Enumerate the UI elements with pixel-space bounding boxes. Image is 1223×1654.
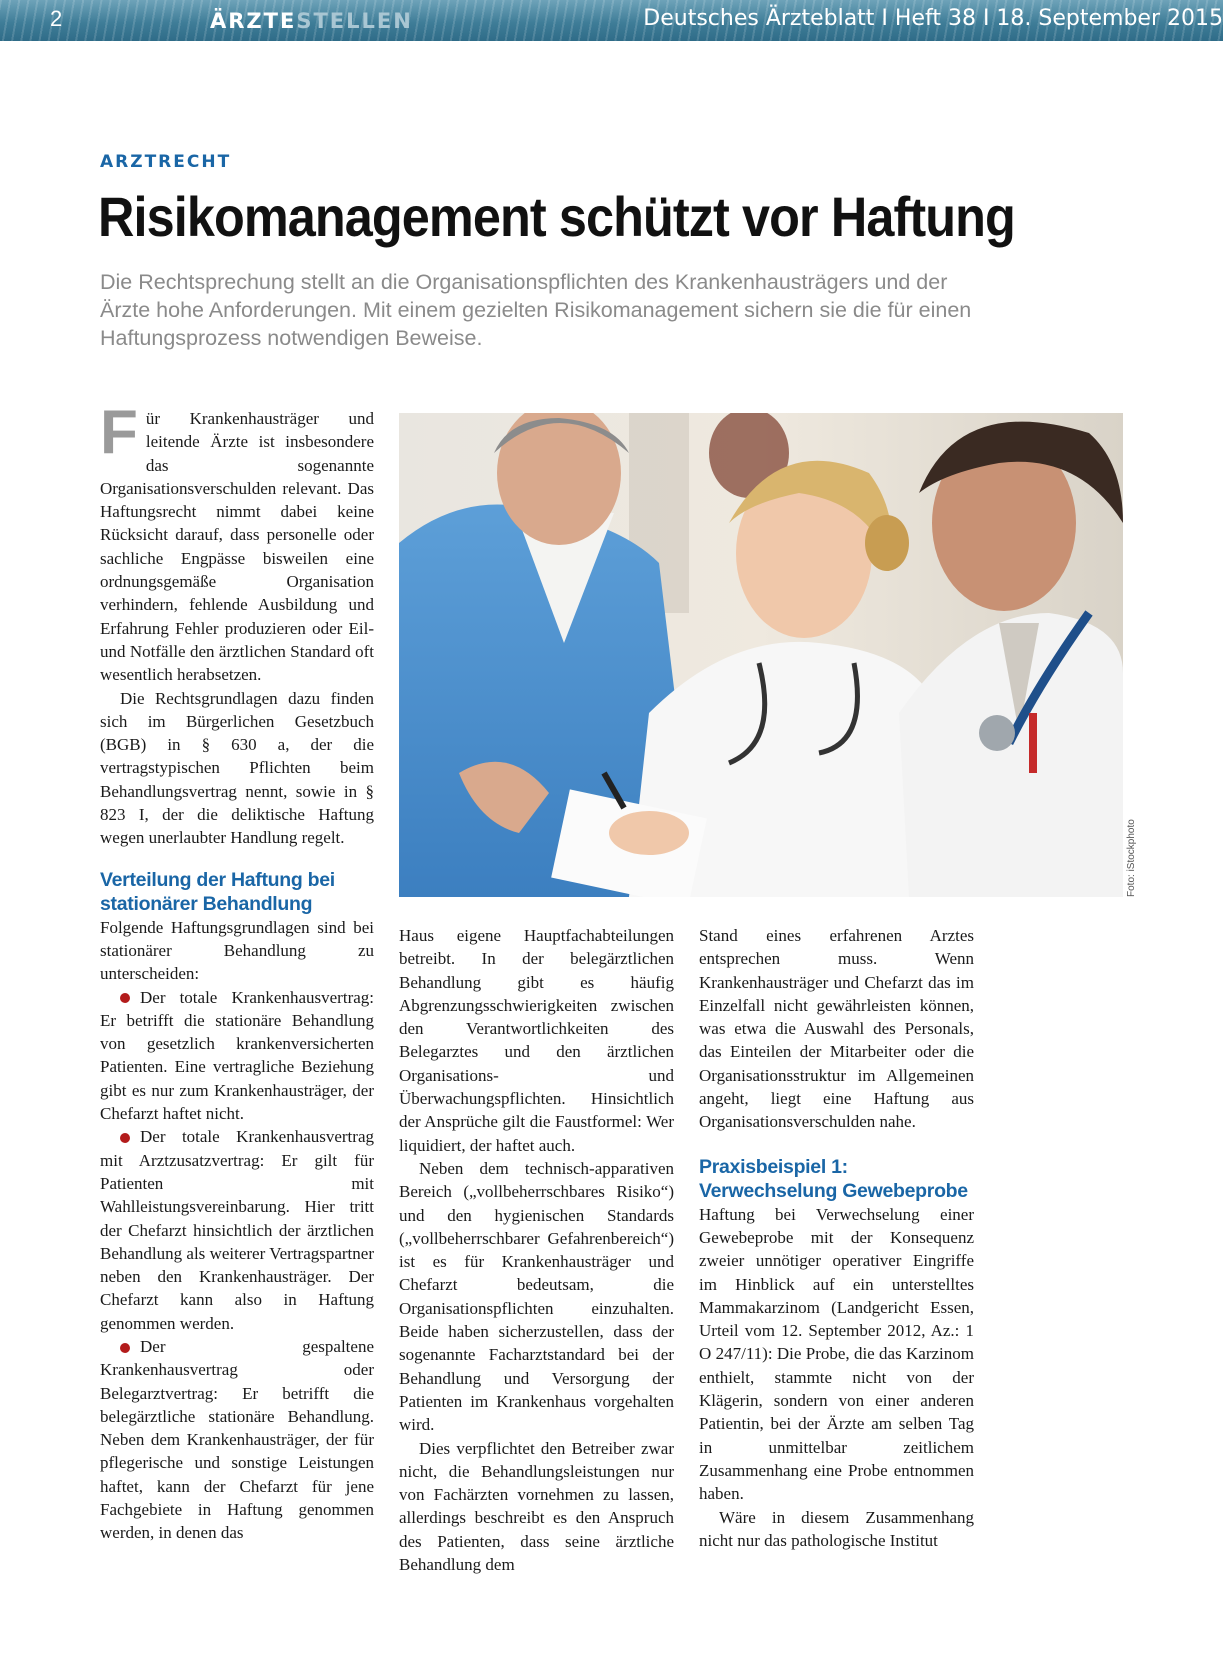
doctors-illustration bbox=[399, 413, 1123, 897]
drop-cap: F bbox=[100, 398, 138, 467]
section-rubric bbox=[210, 9, 413, 33]
article-title: Risikomanagement schützt vor Haftung bbox=[98, 185, 1015, 248]
paragraph: Wäre in diesem Zusammenhang nicht nur das pathologische Institut bbox=[699, 1507, 974, 1550]
paragraph: Stand eines erfahrenen Arztes entsprechen muss. Wenn Krankenhausträger und Chefarzt das im Einzelfall nicht gewährleisten können, was etwa die Auswahl des Personals, das Einteilen der Mitarbeiter oder die Organisationsstruktur im Allgemeinen angeht, liegt eine Haftung aus Organisationsverschulden nahe. bbox=[699, 926, 974, 1132]
column-2 bbox=[399, 924, 674, 1576]
bullet-icon bbox=[120, 1133, 130, 1143]
article-photo-doctors bbox=[399, 413, 1123, 897]
subheading-haftung: Verteilung der Haftung bei stationärer Behandlung bbox=[100, 868, 335, 915]
column-1 bbox=[100, 398, 374, 1545]
paragraph-1 bbox=[100, 398, 374, 687]
list-item-text: Der gespaltene Krankenhausvertrag oder Belegarztvertrag: Er betrifft die belegärztliche stationäre Behandlung. Neben dem Krankenhausträger, der für pflegerische und sonstige Leistungen haftet, kann der Chefarzt für jene Fachgebiete in Haftung genommen werden, in denen das bbox=[100, 1336, 374, 1543]
paragraph: Haftung bei Verwechselung einer Gewebeprobe mit der Konsequenz zweier unnötiger operativer Eingriffe im Hinblick auf ein unterstelltes Mammakarzinom (Landgericht Essen, Urteil vom 12. September 2012, Az.: 1 O 247/11): Die Probe, die das Karzinom enthielt, stammte nicht von der Klägerin, sondern von einer anderen Patientin, bei der Ärzte am selben Tag in unmittelbar zeitlichem Zusammenhang eine Probe entnommen haben. bbox=[699, 1204, 974, 1504]
bullet-icon bbox=[120, 1343, 130, 1353]
list-item bbox=[100, 1125, 374, 1335]
paragraph-3: Folgende Haftungsgrundlagen sind bei stationärer Behandlung zu unterscheiden: bbox=[100, 917, 374, 984]
subheading-praxisbeispiel: Praxisbeispiel 1: Verwechselung Gewebeprobe bbox=[699, 1155, 968, 1202]
list-item-text: Der totale Krankenhausvertrag mit Arztzusatzvertrag: Er gilt für Patienten mit Wahlleistungsvereinbarung. Hier tritt der Chefarzt hinsichtlich der ärztlichen Behandlung als weiterer Vertragspartner neben den Krankenhausträger. Der Chefarzt kann also in Haftung genommen werden. bbox=[100, 1127, 374, 1333]
list-item-text: Der totale Krankenhausvertrag: Er betrifft die stationäre Behandlung von gesetzlich krankenversicherten Patienten. Eine vertragliche Beziehung gibt es nur zum Krankenhausträger, der Chefarzt haftet nicht. bbox=[100, 987, 374, 1124]
rubric-part-2: STELLEN bbox=[296, 9, 413, 33]
paragraph-1-text: ür Krankenhausträger und leitende Ärzte ist insbesondere das sogenannte Organisationsverschulden relevant. Das Haftungsrecht nimmt dabei keine Rücksicht darauf, dass personelle oder sachliche Engpässe bisweilen eine ordnungsgemäße Organisation verhindern, fehlende Ausbildung und Erfahrung Fehler produzieren oder Eil- und Notfälle den ärztlichen Standard oft wesentlich herabsetzen. bbox=[100, 409, 374, 685]
article-kicker: ARZTRECHT bbox=[100, 152, 232, 172]
article-lead: Die Rechtsprechung stellt an die Organisationspflichten des Krankenhausträgers und der Ärzte hohe Anforderungen. Mit einem gezielten Risikomanagement sichern sie die für einen Haftungsprozess notwendigen Beweise. bbox=[100, 270, 972, 350]
paragraph: Haus eigene Hauptfachabteilungen betreibt. In der belegärztlichen Behandlung gibt es häufig Abgrenzungsschwierigkeiten zwischen den Verantwortlichkeiten des Belegarztes und den ärztlichen Organisations- und Überwachungspflichten. Hinsichtlich der Ansprüche gilt die Faustformel: Wer liquidiert, der haftet auch. bbox=[399, 926, 674, 1155]
paragraph: Neben dem technisch-apparativen Bereich („vollbeherrschbares Risiko“) und den hygienischen Standards („vollbeherrschbarer Gefahrenbereich“) ist es für Krankenhausträger und Chefarzt bedeutsam, die Organisationspflichten einzuhalten. Beide haben sicherzustellen, dass der sogenannte Facharztstandard bei der Behandlung und Versorgung der Patienten im Krankenhaus vorgehalten wird. bbox=[399, 1158, 674, 1435]
header-bar bbox=[0, 0, 1223, 41]
list-item bbox=[100, 986, 374, 1126]
paragraph: Dies verpflichtet den Betreiber zwar nicht, die Behandlungsleistungen nur von Fachärzten vornehmen zu lassen, allerdings beschreibt es den Anspruch des Patienten, dass seine ärztliche Behandlung dem bbox=[399, 1438, 674, 1575]
bullet-icon bbox=[120, 993, 130, 1003]
page-number: 2 bbox=[50, 6, 63, 31]
column-3 bbox=[699, 924, 974, 1552]
journal-info: Deutsches Ärzteblatt I Heft 38 I 18. September 2015 bbox=[643, 6, 1223, 31]
photo-credit: Foto: iStockphoto bbox=[1126, 819, 1137, 897]
paragraph-2: Die Rechtsgrundlagen dazu finden sich im Bürgerlichen Gesetzbuch (BGB) in § 630 a, der die vertragstypischen Pflichten beim Behandlungsvertrag nennt, sowie in § 823 I, der die deliktische Haftung wegen unerlaubter Handlung regelt. bbox=[100, 688, 374, 848]
list-item bbox=[100, 1335, 374, 1545]
rubric-part-1: ÄRZTE bbox=[210, 9, 297, 33]
